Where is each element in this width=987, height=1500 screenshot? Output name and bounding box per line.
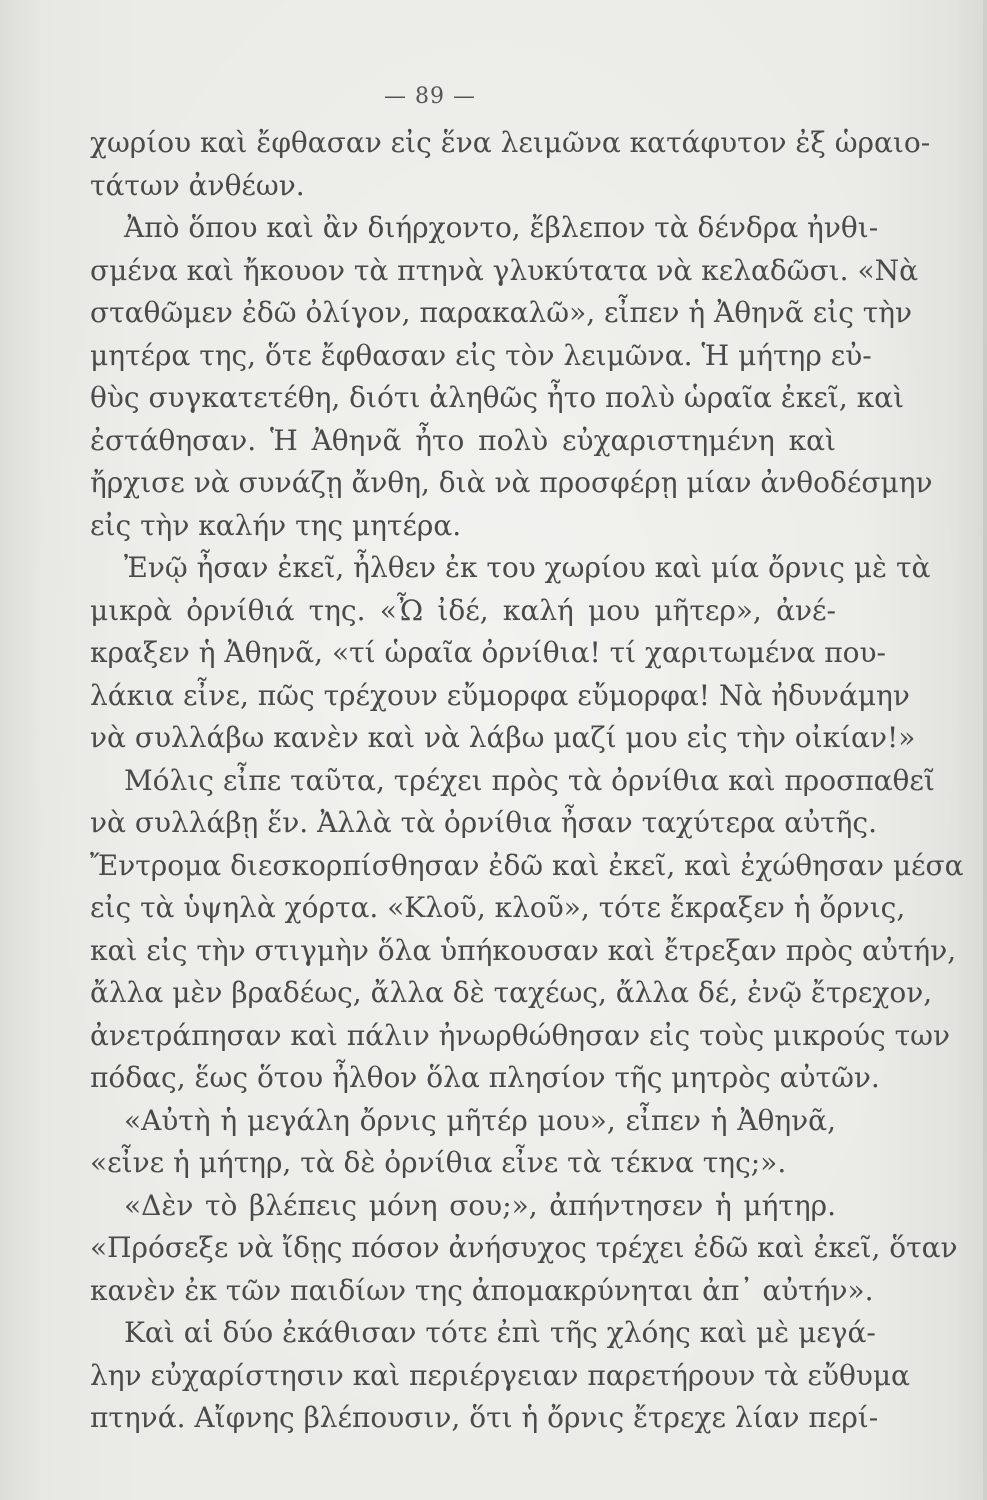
text-line: «Αὐτὴ ἡ μεγάλη ὄρνις μῆτέρ μου», εἶπεν ἡ Ἀθηνᾶ, <box>124 1103 836 1137</box>
page-edge <box>983 0 987 1500</box>
text-line: τάτων ἀνθέων. <box>90 168 305 202</box>
text-line: θὺς συγκατετέθη, διότι ἀληθῶς ἦτο πολὺ ὡραῖα ἐκεῖ, καὶ <box>90 381 905 414</box>
text-line: ἤρχισε νὰ συνάζῃ ἄνθη, διὰ νὰ προσφέρῃ μίαν ἀνθοδέσμην <box>90 466 933 499</box>
text-line: πόδας, ἕως ὅτου ἦλθον ὅλα πλησίον τῆς μητρὸς αὐτῶν. <box>90 1061 880 1094</box>
text-line: ἄλλα μὲν βραδέως, ἄλλα δὲ ταχέως, ἄλλα δέ, ἐνῷ ἔτρεχον, <box>90 976 933 1009</box>
text-line: μητέρα της, ὅτε ἔφθασαν εἰς τὸν λειμῶνα. Ἡ μήτηρ εὐ- <box>90 338 872 372</box>
text-line: εἰς τὴν καλήν της μητέρα. <box>90 508 462 542</box>
text-line: σμένα καὶ ἤκουον τὰ πτηνὰ γλυκύτατα νὰ κελαδῶσι. «Νὰ <box>90 253 918 287</box>
text-line: ἀνετράπησαν καὶ πάλιν ἠνωρθώθησαν εἰς τοὺς μικρούς των <box>90 1018 950 1052</box>
text-line: Ἔντρομα διεσκορπίσθησαν ἐδῶ καὶ ἐκεῖ, καὶ ἐχώθησαν μέσα <box>90 848 964 882</box>
page-number: — 89 — <box>384 84 476 109</box>
text-line: κανὲν ἐκ τῶν παιδίων της ἀπομακρύνηται ἀπ᾽ αὐτήν». <box>90 1273 874 1307</box>
text-line: «εἶνε ἡ μήτηρ, τὰ δὲ ὀρνίθια εἶνε τὰ τέκνα της;». <box>90 1146 787 1179</box>
text-line: πτηνά. Αἴφνης βλέπουσιν, ὅτι ἡ ὄρνις ἔτρεχε λίαν περί- <box>90 1401 879 1434</box>
text-line: κραξεν ἡ Ἀθηνᾶ, «τί ὡραῖα ὀρνίθια! τί χαριτωμένα που- <box>90 636 886 669</box>
text-line: λάκια εἶνε, πῶς τρέχουν εὔμορφα εὔμορφα! Νὰ ἠδυνάμην <box>90 678 910 712</box>
text-line: μικρὰ ὀρνίθιά της. «Ὦ ἰδέ, καλή μου μῆτερ», ἀνέ- <box>90 593 836 627</box>
body-text <box>90 122 964 1440</box>
text-line: χωρίου καὶ ἔφθασαν εἰς ἕνα λειμῶνα κατάφυτον ἐξ ὡραιο- <box>90 126 931 159</box>
text-line: εἰς τὰ ὑψηλὰ χόρτα. «Κλοῦ, κλοῦ», τότε ἔκραξεν ἡ ὄρνις, <box>90 891 906 924</box>
text-line: Ἀπὸ ὅπου καὶ ἂν διήρχοντο, ἔβλεπον τὰ δένδρα ἠνθι- <box>124 211 879 244</box>
text-line: «Πρόσεξε νὰ ἴδῃς πόσον ἀνήσυχος τρέχει ἐδῶ καὶ ἐκεῖ, ὅταν <box>90 1231 958 1264</box>
text-line: σταθῶμεν ἐδῶ ὀλίγον, παρακαλῶ», εἶπεν ἡ Ἀθηνᾶ εἰς τὴν <box>90 296 913 329</box>
text-line: ἐστάθησαν. Ἡ Ἀθηνᾶ ἦτο πολὺ εὐχαριστημένη καὶ <box>90 423 836 457</box>
text-line: λην εὐχαρίστησιν καὶ περιέργειαν παρετήρουν τὰ εὔθυμα <box>90 1358 910 1392</box>
text-line: Μόλις εἶπε ταῦτα, τρέχει πρὸς τὰ ὀρνίθια καὶ προσπαθεῖ <box>124 763 935 797</box>
text-line: Καὶ αἱ δύο ἐκάθισαν τότε ἐπὶ τῆς χλόης καὶ μὲ μεγά- <box>124 1316 876 1349</box>
text-line: νὰ συλλάβω κανὲν καὶ νὰ λάβω μαζί μου εἰς τὴν οἰκίαν!» <box>90 721 916 754</box>
text-line: Ἐνῷ ἦσαν ἐκεῖ, ἦλθεν ἐκ του χωρίου καὶ μία ὄρνις μὲ τὰ <box>124 551 931 584</box>
text-line: νὰ συλλάβῃ ἕν. Ἀλλὰ τὰ ὀρνίθια ἦσαν ταχύτερα αὐτῆς. <box>90 806 878 839</box>
text-line: καὶ εἰς τὴν στιγμὴν ὅλα ὑπήκουσαν καὶ ἔτρεξαν πρὸς αὐτήν, <box>90 933 957 967</box>
text-line: «Δὲν τὸ βλέπεις μόνη σου;», ἀπήντησεν ἡ μήτηρ. <box>124 1188 836 1222</box>
